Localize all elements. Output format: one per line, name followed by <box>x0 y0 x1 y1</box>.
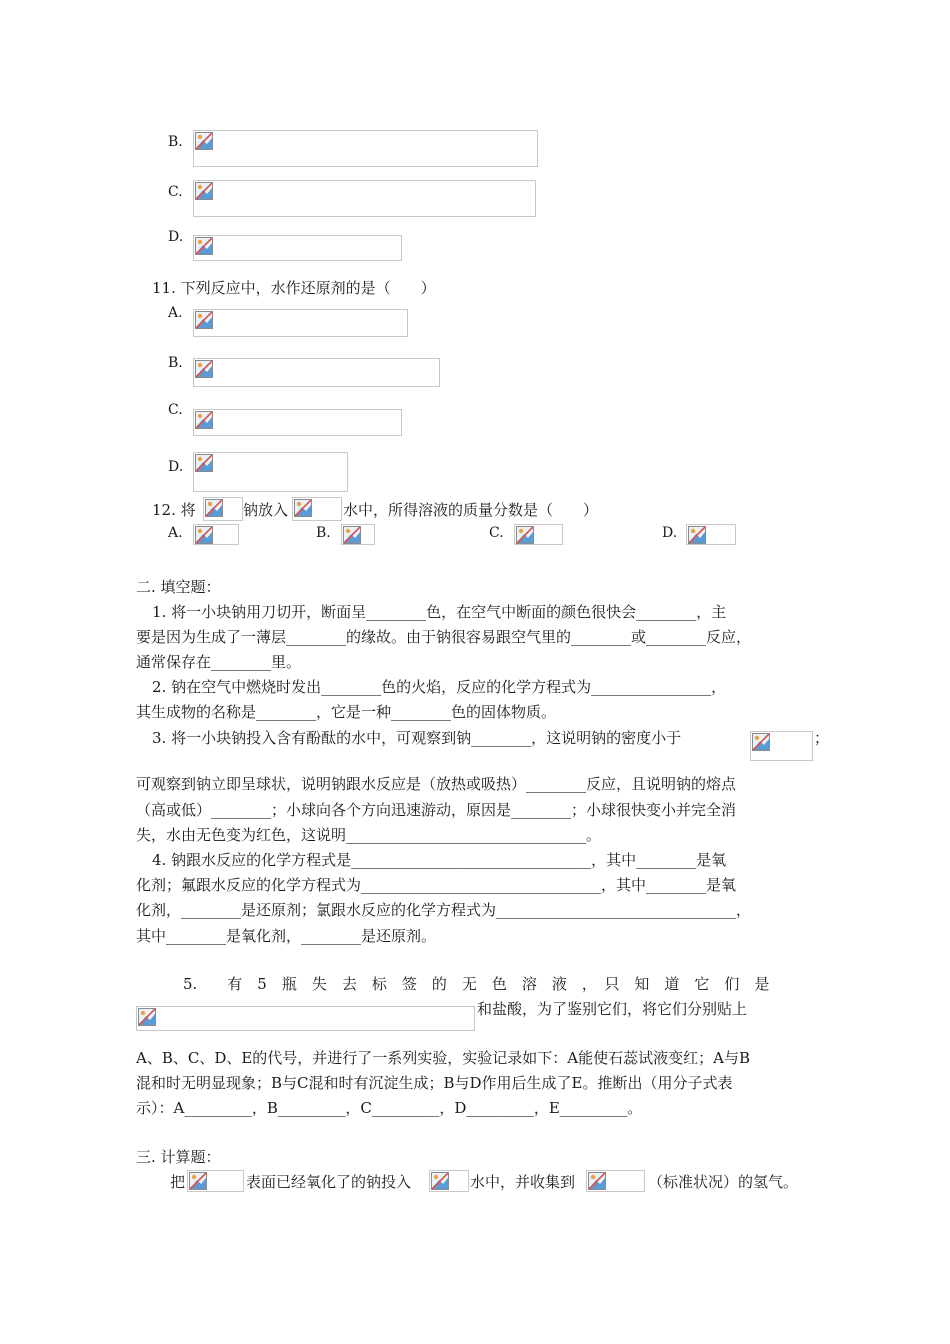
option-label-d: D. <box>168 459 184 475</box>
formula-image <box>429 1170 469 1192</box>
formula-image <box>193 452 348 492</box>
paragraph-line: 可观察到钠立即呈球状，说明钠跟水反应是（放热或吸热）________反应，且说明钠的熔点 <box>136 775 737 793</box>
formula-image <box>193 130 538 167</box>
broken-image-icon <box>195 454 213 472</box>
formula-image <box>686 524 736 545</box>
question-11-stem: 11. 下列反应中，水作还原剂的是（ ） <box>152 279 436 297</box>
paragraph-line: 表面已经氧化了的钠投入 <box>246 1173 412 1191</box>
formula-image <box>586 1170 645 1192</box>
broken-image-icon <box>752 733 770 751</box>
option-label-c: C. <box>168 402 183 418</box>
formula-image <box>193 358 440 387</box>
option-label-a: A. <box>168 305 183 321</box>
formula-image <box>187 1170 244 1192</box>
broken-image-icon <box>588 1172 606 1190</box>
option-label-b: B. <box>316 525 331 541</box>
option-label-b: B. <box>168 355 183 371</box>
formula-image <box>292 497 342 521</box>
option-label-c: C. <box>489 525 504 541</box>
paragraph-line: 2. 钠在空气中燃烧时发出________色的火焰，反应的化学方程式为________________， <box>152 678 727 696</box>
broken-image-icon <box>195 411 213 429</box>
broken-image-icon <box>294 499 312 517</box>
broken-image-icon <box>195 360 213 378</box>
paragraph-line: 3. 将一小块钠投入含有酚酞的水中，可观察到钠________，这说明钠的密度小于 <box>152 729 682 747</box>
broken-image-icon <box>195 182 213 200</box>
broken-image-icon <box>195 237 213 255</box>
paragraph-line: 和盐酸，为了鉴别它们，将它们分别贴上 <box>477 1000 748 1018</box>
broken-image-icon <box>189 1172 207 1190</box>
option-label-a: A. <box>168 525 183 541</box>
paragraph-line: 化剂；氟跟水反应的化学方程式为________________________________，其中________是氧 <box>136 876 737 894</box>
section-heading: 二. 填空题： <box>136 578 221 596</box>
paragraph-line: 5. 有 5 瓶 失 去 标 签 的 无 色 溶 液 ， 只 知 道 它 们 是 <box>183 975 770 993</box>
broken-image-icon <box>195 311 213 329</box>
option-label-b: B. <box>168 134 183 150</box>
formula-image <box>193 180 536 217</box>
paragraph-line: 其中________是氧化剂，________是还原剂。 <box>136 927 437 945</box>
broken-image-icon <box>138 1008 156 1026</box>
broken-image-icon <box>195 132 213 150</box>
paragraph-line: 混和时无明显现象；B与C混和时有沉淀生成；B与D作用后生成了E。推断出（用分子式表 <box>136 1074 733 1092</box>
paragraph-line: 失，水由无色变为红色，这说明________________________________。 <box>136 826 602 844</box>
question-12-text: 水中，所得溶液的质量分数是（ ） <box>343 501 599 519</box>
formula-image <box>193 235 402 261</box>
broken-image-icon <box>688 526 706 544</box>
formula-image <box>193 309 408 337</box>
option-label-d: D. <box>662 525 678 541</box>
paragraph-line: A、B、C、D、E的代号，并进行了一系列实验，实验记录如下：A能使石蕊试液变红；A与B <box>136 1049 751 1067</box>
formula-image <box>750 731 813 761</box>
formula-image <box>341 524 375 545</box>
paragraph-line: 通常保存在________里。 <box>136 653 302 671</box>
paragraph-line: 化剂，________是还原剂；氯跟水反应的化学方程式为________________________________， <box>136 901 752 919</box>
formula-image <box>514 524 563 545</box>
broken-image-icon <box>195 526 213 544</box>
paragraph-line: ； <box>814 729 830 747</box>
broken-image-icon <box>205 499 223 517</box>
formula-image <box>136 1006 475 1031</box>
option-label-d: D. <box>168 229 184 245</box>
paragraph-line: 4. 钠跟水反应的化学方程式是________________________________，其中________是氧 <box>152 851 727 869</box>
section-heading: 三. 计算题： <box>136 1148 221 1166</box>
paragraph-line: 其生成物的名称是________，它是一种________色的固体物质。 <box>136 703 557 721</box>
paragraph-line: （标准状况）的氢气。 <box>648 1173 799 1191</box>
paragraph-line: 要是因为生成了一薄层________的缘故。由于钠很容易跟空气里的________或________反应， <box>136 628 752 646</box>
broken-image-icon <box>343 526 361 544</box>
question-12-number: 12. 将 <box>152 501 196 519</box>
formula-image <box>193 524 239 545</box>
formula-image <box>203 497 243 521</box>
option-label-c: C. <box>168 184 183 200</box>
paragraph-line: 把 <box>170 1173 186 1191</box>
paragraph-line: 1. 将一小块钠用刀切开，断面呈________色，在空气中断面的颜色很快会________，主 <box>152 603 727 621</box>
question-12-text: 钠放入 <box>243 501 289 519</box>
broken-image-icon <box>431 1172 449 1190</box>
paragraph-line: （高或低）________；小球向各个方向迅速游动，原因是________；小球很快变小并完全消 <box>136 801 737 819</box>
paragraph-line: 水中，并收集到 <box>470 1173 576 1191</box>
broken-image-icon <box>516 526 534 544</box>
paragraph-line: 示）：A_________，B_________，C_________，D_________，E_________。 <box>136 1099 643 1117</box>
formula-image <box>193 409 402 436</box>
